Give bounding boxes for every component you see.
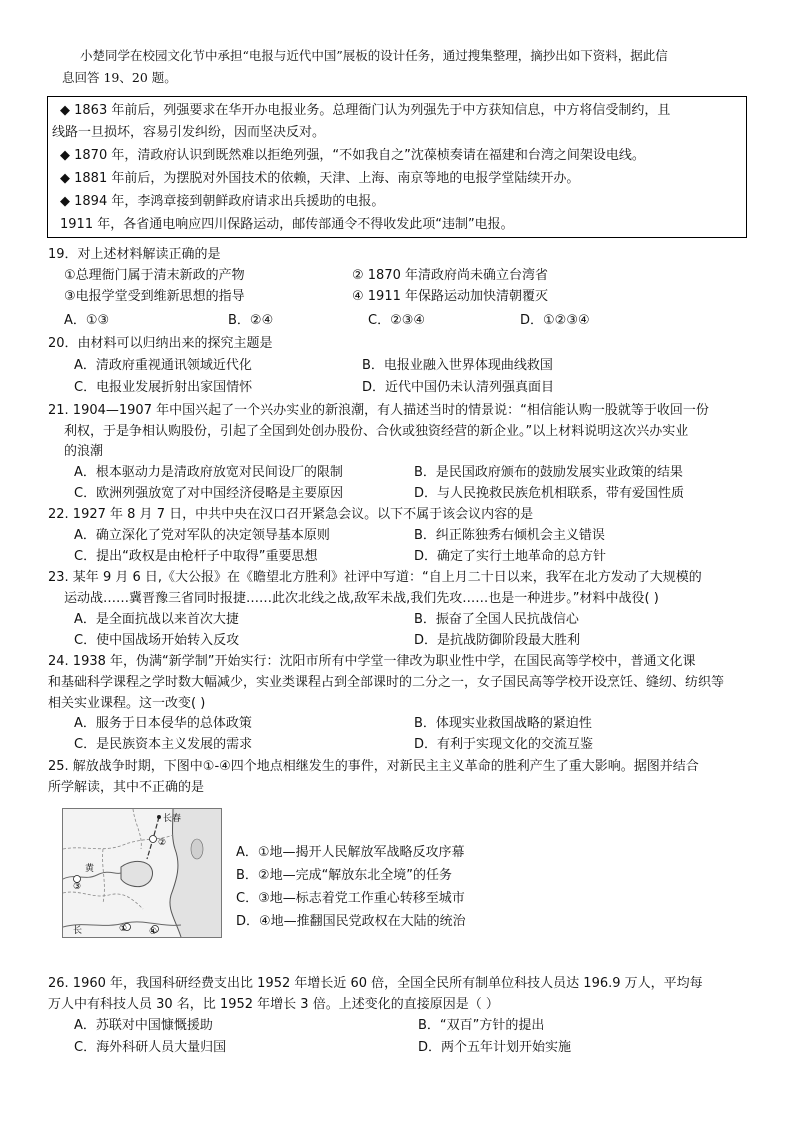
- q24-option-a[interactable]: A．服务于日本侵华的总体政策: [74, 716, 252, 731]
- q20-option-a[interactable]: A．清政府重视通讯领域近代化: [74, 358, 252, 373]
- material-item-1-line-1: ◆ 1863 年前后，列强要求在华开办电报业务。总理衙门认为列强先于中方获知信息，中方将信受制约，且: [60, 103, 671, 118]
- material-item-3: ◆ 1881 年前后，为摆脱对外国技术的依赖，天津、上海、南京等地的电报学堂陆续开办。: [60, 171, 580, 186]
- q24-line-1: 24. 1938 年，伪满“新学制”开始实行：沈阳市所有中学堂一律改为职业性中学，在国民高等学校中，普通文化课: [48, 654, 696, 669]
- q20-option-c[interactable]: C．电报业发展折射出家国情怀: [74, 380, 253, 395]
- intro-line-2: 息回答 19、20 题。: [62, 70, 177, 85]
- map-label-2: ②: [158, 838, 167, 848]
- q21-option-a[interactable]: A．根本驱动力是清政府放宽对民间设厂的限制: [74, 465, 343, 480]
- q19-option-d[interactable]: D．①②③④: [520, 313, 590, 328]
- q20-stem: 20．由材料可以归纳出来的探究主题是: [48, 336, 273, 351]
- q25-option-b[interactable]: B．②地—完成“解放东北全境”的任务: [236, 868, 453, 883]
- q25-option-c[interactable]: C．③地—标志着党工作重心转移至城市: [236, 891, 465, 906]
- q22-option-c[interactable]: C．提出“政权是由枪杆子中取得”重要思想: [74, 549, 318, 564]
- q19-statement-1: ①总理衙门属于清末新政的产物: [64, 268, 245, 283]
- q19-option-a[interactable]: A．①③: [64, 313, 110, 328]
- q25-line-1: 25. 解放战争时期，下图中①-④四个地点相继发生的事件，对新民主主义革命的胜利产生了重大影响。据图并结合: [48, 759, 699, 774]
- map-label-chang: 长: [73, 926, 83, 936]
- q23-option-c[interactable]: C．使中国战场开始转入反攻: [74, 633, 240, 648]
- q22-stem: 22. 1927 年 8 月 7 日，中共中央在汉口召开紧急会议。以下不属于该会议内容的是: [48, 507, 534, 522]
- material-item-5: 1911 年，各省通电响应四川保路运动，邮传部通令不得收发此项“违制”电报。: [60, 217, 514, 232]
- q24-line-3: 相关实业课程。这一改变( ): [48, 696, 206, 711]
- q21-line-3: 的浪潮: [64, 444, 104, 459]
- q20-option-b[interactable]: B．电报业融入世界体现曲线救国: [362, 358, 553, 373]
- q19-stem: 19．对上述材料解读正确的是: [48, 247, 221, 262]
- q25-map: [62, 808, 222, 938]
- intro-line-1: 小楚同学在校园文化节中承担“电报与近代中国”展板的设计任务，通过搜集整理，摘抄出如下资料，据此信: [80, 48, 668, 63]
- q26-line-2: 万人中有科技人员 30 名，比 1952 年增长 3 倍。上述变化的直接原因是（ ）: [48, 997, 499, 1012]
- map-label-3: ③: [73, 882, 82, 892]
- q23-line-2: 运动战……冀晋豫三省同时报捷……此次北线之战,敌军未战,我们先攻……也是一种进步。”材料中战役( ): [64, 591, 659, 606]
- q19-option-c[interactable]: C．②③④: [368, 313, 426, 328]
- q20-option-d[interactable]: D．近代中国仍未认清列强真面目: [362, 380, 555, 395]
- q26-option-c[interactable]: C．海外科研人员大量归国: [74, 1040, 227, 1055]
- q23-option-d[interactable]: D．是抗战防御阶段最大胜利: [414, 633, 581, 648]
- q26-line-1: 26. 1960 年，我国科研经费支出比 1952 年增长近 60 倍，全国全民所有制单位科技人员达 196.9 万人，平均每: [48, 976, 703, 991]
- q19-option-b[interactable]: B．②④: [228, 313, 274, 328]
- q25-option-d[interactable]: D．④地—推翻国民党政权在大陆的统治: [236, 914, 466, 929]
- q21-option-c[interactable]: C．欧洲列强放宽了对中国经济侵略是主要原因: [74, 486, 344, 501]
- q24-option-c[interactable]: C．是民族资本主义发展的需求: [74, 737, 253, 752]
- q25-option-a[interactable]: A．①地—揭开人民解放军战略反攻序幕: [236, 845, 465, 860]
- q22-option-d[interactable]: D．确定了实行土地革命的总方针: [414, 549, 607, 564]
- q24-option-b[interactable]: B．体现实业救国战略的紧迫性: [414, 716, 592, 731]
- q24-line-2: 和基础科学课程之学时数大幅减少，实业类课程占到全部课时的二分之一，女子国民高等学校开设烹饪、缝纫、纺织等: [48, 675, 725, 690]
- q23-option-a[interactable]: A．是全面抗战以来首次大捷: [74, 612, 239, 627]
- q23-option-b[interactable]: B．振奋了全国人民抗战信心: [414, 612, 579, 627]
- q19-statement-2: ② 1870 年清政府尚未确立台湾省: [352, 268, 549, 283]
- q21-line-2: 利权，于是争相认购股份，引起了全国到处创办股份、合伙或独资经营的新企业。”以上材料说明这次兴办实业: [64, 424, 689, 439]
- q24-option-d[interactable]: D．有利于实现文化的交流互鉴: [414, 737, 594, 752]
- material-item-2: ◆ 1870 年，清政府认识到既然难以拒绝列强，“不如我自之”沈葆桢奏请在福建和台湾之间架设电线。: [60, 148, 645, 163]
- q25-map-drawing: [63, 809, 221, 937]
- q26-option-a[interactable]: A．苏联对中国慷慨援助: [74, 1018, 213, 1033]
- map-label-1: ①: [119, 924, 128, 934]
- q19-statement-3: ③电报学堂受到维新思想的指导: [64, 289, 245, 304]
- q21-option-b[interactable]: B．是民国政府颁布的鼓励发展实业政策的结果: [414, 465, 683, 480]
- q19-statement-4: ④ 1911 年保路运动加快清朝覆灭: [352, 289, 549, 304]
- material-item-4: ◆ 1894 年，李鸿章接到朝鲜政府请求出兵援助的电报。: [60, 194, 385, 209]
- q23-line-1: 23. 某年 9 月 6 日,《大公报》在《瞻望北方胜利》社评中写道：“自上月二十日以来，我军在北方发动了大规模的: [48, 570, 702, 585]
- q22-option-b[interactable]: B．纠正陈独秀右倾机会主义错误: [414, 528, 605, 543]
- map-label-4: ④: [149, 927, 158, 937]
- q26-option-d[interactable]: D．两个五年计划开始实施: [418, 1040, 572, 1055]
- q25-line-2: 所学解读，其中不正确的是: [48, 780, 205, 795]
- q22-option-a[interactable]: A．确立深化了党对军队的决定领导基本原则: [74, 528, 330, 543]
- map-label-changchun: 长春: [163, 814, 182, 824]
- q21-option-d[interactable]: D．与人民挽救民族危机相联系，带有爱国性质: [414, 486, 685, 501]
- q21-line-1: 21. 1904—1907 年中国兴起了一个兴办实业的新浪潮，有人描述当时的情景说：“相信能认购一股就等于收回一份: [48, 403, 709, 418]
- material-item-1-line-2: 线路一旦损坏，容易引发纠纷，因而坚决反对。: [52, 125, 326, 140]
- q26-option-b[interactable]: B．“双百”方针的提出: [418, 1018, 545, 1033]
- map-label-huang: 黄: [85, 864, 95, 874]
